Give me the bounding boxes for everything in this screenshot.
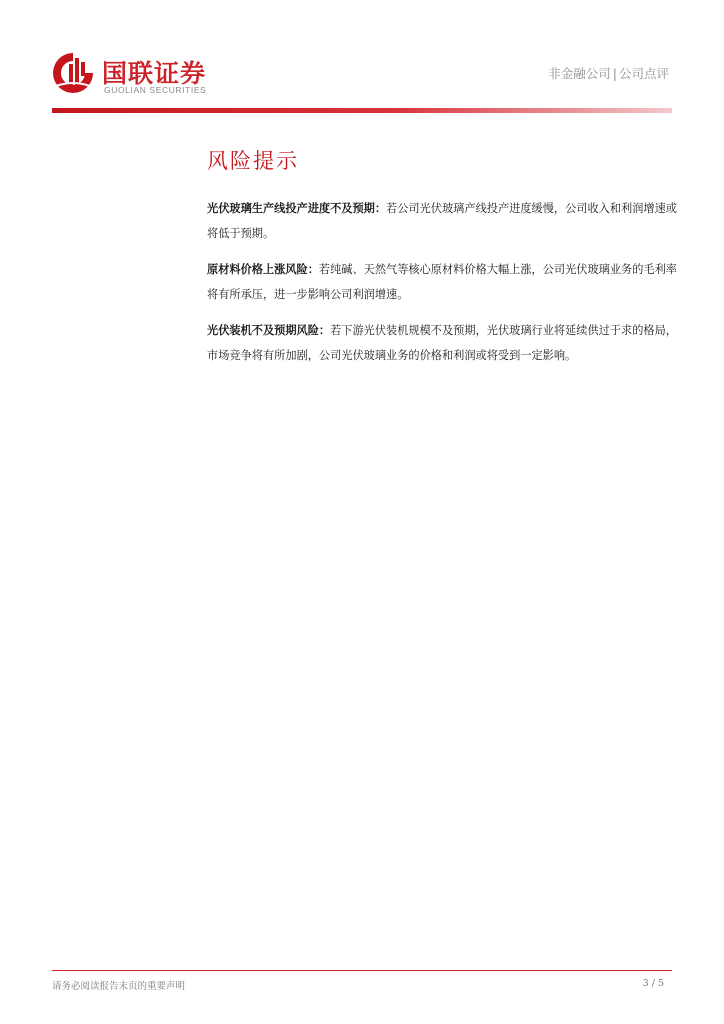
risk-paragraph <box>207 197 677 246</box>
category-separator: | <box>612 66 617 81</box>
risk-paragraph <box>207 319 677 368</box>
risk-text: 若纯碱、天然气等核心原材料价格大幅上涨，公司光伏玻璃业务的毛利率将有所承压，进一步影响公司利润增速。 <box>207 263 677 301</box>
page-header <box>0 0 724 118</box>
header-divider <box>52 108 672 113</box>
brand-logo <box>50 50 230 98</box>
brand-subtitle: GUOLIAN SECURITIES <box>104 85 207 95</box>
guolian-logo-icon <box>50 50 96 96</box>
report-category <box>548 64 669 82</box>
brand-name: 国联证券 <box>102 59 207 88</box>
risk-lead: 光伏玻璃生产线投产进度不及预期： <box>207 202 387 215</box>
risk-text: 若下游光伏装机规模不及预期，光伏玻璃行业将延续供过于求的格局，市场竞争将有所加剧，公司光伏玻璃业务的价格和利润或将受到一定影响。 <box>207 324 677 362</box>
section-title: 风险提示 <box>207 149 299 173</box>
report-type-label: 公司点评 <box>618 66 669 81</box>
risk-lead: 原材料价格上涨风险： <box>207 263 319 276</box>
footer-divider <box>52 970 672 971</box>
page-number: 3 / 5 <box>642 978 664 989</box>
category-label: 非金融公司 <box>548 66 611 81</box>
footer-disclaimer: 请务必阅读报告末页的重要声明 <box>52 981 186 992</box>
main-content <box>207 145 677 380</box>
risk-text: 若公司光伏玻璃产线投产进度缓慢，公司收入和利润增速或将低于预期。 <box>207 202 677 240</box>
risk-lead: 光伏装机不及预期风险： <box>207 324 331 337</box>
risk-paragraph <box>207 258 677 307</box>
